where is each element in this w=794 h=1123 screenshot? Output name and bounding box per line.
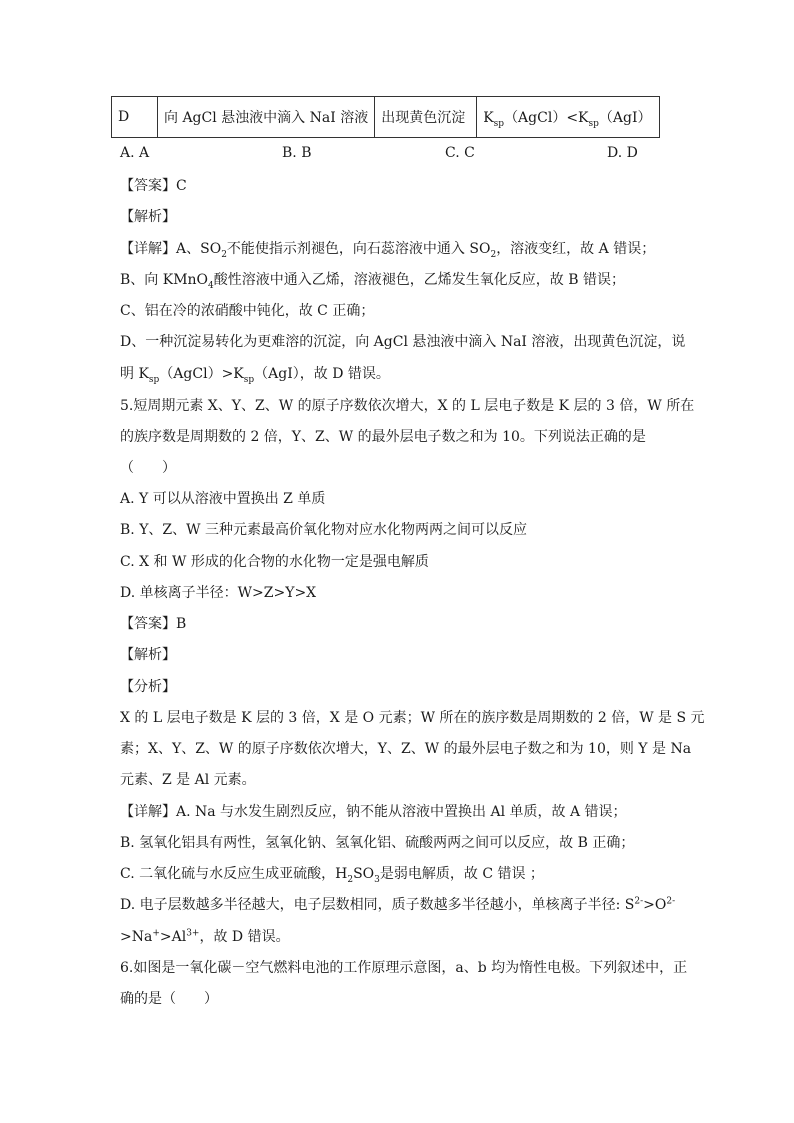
q5-fenxi-line3: 元素、Z 是 Al 元素。 <box>120 772 256 788</box>
q5-detail-c: C. 二氧化硫与水反应生成亚硫酸，$H_2SO_3$是弱电解质，故 C 错误 ； <box>120 866 544 885</box>
q5-stem-line2: 的族序数是周期数的 2 倍，Y、Z、W 的最外层电子数之和为 10。下列说法正确的是 <box>120 429 646 445</box>
q4-detail-d2: 明 $K_{sp}(AgCl)>K_{sp}(AgI)$，故 D 错误。 <box>120 366 390 385</box>
q6-stem-line1: 6.如图是一氧化碳－空气燃料电池的工作原理示意图，a、b 均为惰性电极。下列叙述中，正 <box>120 960 688 976</box>
table-cell-phenomenon: 出现黄色沉淀 <box>375 97 477 138</box>
q5-detail-a: 【详解】A. Na 与水发生剧烈反应，钠不能从溶液中置换出 Al 单质，故 A 错误； <box>120 804 627 820</box>
table-row <box>112 97 660 138</box>
q5-stem-line1: 5.短周期元素 X、Y、Z、W 的原子序数依次增大，X 的 L 层电子数是 K 层的 3 倍，W 所在 <box>120 398 695 414</box>
q6-stem-line2: 确的是（ ） <box>120 991 218 1007</box>
table-cell-conclusion: $K_{sp}(AgCl)<K_{sp}(AgI)$ <box>477 97 660 138</box>
q5-fenxi-line1: X 的 L 层电子数是 K 层的 3 倍，X 是 O 元素；W 所在的族序数是周期数的 2 倍，W 是 S 元 <box>120 710 705 726</box>
q4-analysis-label: 【解析】 <box>120 209 176 225</box>
q4-detail-d1: D、一种沉淀易转化为更难溶的沉淀，向 AgCl 悬浊液中滴入 NaI 溶液，出现黄色沉淀，说 <box>120 334 686 350</box>
choice-d: D. D <box>607 145 638 161</box>
choice-c: C. C <box>445 145 475 161</box>
q5-detail-d2: $>Na^+>Al^{3+}$，故 D 错误。 <box>120 928 290 945</box>
choice-a: A. A <box>120 145 150 161</box>
q5-detail-d1: D. 电子层数越多半径越大，电子层数相同，质子数越多半径越小，单核离子半径: $S^{2-}>O^{2-}$ <box>120 896 676 913</box>
q4-answer: 【答案】C <box>120 178 187 194</box>
option-table <box>111 96 660 138</box>
q5-option-d: D. 单核离子半径：W>Z>Y>X <box>120 585 317 601</box>
q5-option-a: A. Y 可以从溶液中置换出 Z 单质 <box>120 491 326 507</box>
q5-stem-line3: （ ） <box>120 460 176 476</box>
q5-analysis-label: 【解析】 <box>120 647 176 663</box>
q4-detail-a: 【详解】A、$SO_2$不能使指示剂褪色，向石蕊溶液中通入 $SO_2$，溶液变红，故 A 错误； <box>120 241 656 260</box>
q4-detail-b: B、向 KMnO$_4$酸性溶液中通入乙烯，溶液褪色，乙烯发生氧化反应，故 B 错误； <box>120 272 625 291</box>
q5-detail-b: B. 氢氧化铝具有两性，氢氧化钠、氢氧化铝、硫酸两两之间可以反应，故 B 正确； <box>120 835 635 851</box>
q5-answer: 【答案】B <box>120 616 187 632</box>
q5-option-c: C. X 和 W 形成的化合物的水化物一定是强电解质 <box>120 554 429 570</box>
table-cell-letter: D <box>112 97 158 138</box>
q5-fenxi-line2: 素；X、Y、Z、W 的原子序数依次增大，Y、Z、W 的最外层电子数之和为 10，则 Y 是 Na <box>120 741 692 757</box>
table-cell-operation: 向 AgCl 悬浊液中滴入 NaI 溶液 <box>158 97 375 138</box>
q4-choices <box>120 145 640 165</box>
q5-fenxi-label: 【分析】 <box>120 679 176 695</box>
choice-b: B. B <box>282 145 312 161</box>
q4-detail-c: C、铝在冷的浓硝酸中钝化，故 C 正确； <box>120 303 375 319</box>
q5-option-b: B. Y、Z、W 三种元素最高价氧化物对应水化物两两之间可以反应 <box>120 522 527 538</box>
